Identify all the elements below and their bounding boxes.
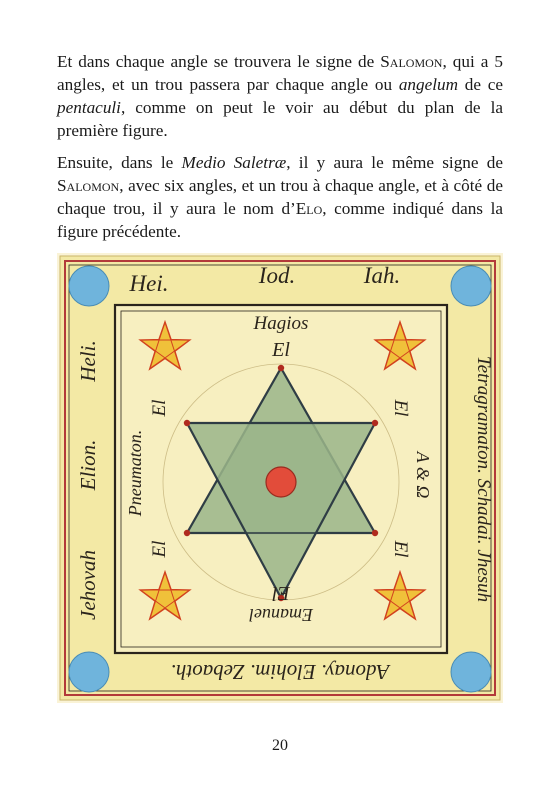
border-left-word: Jehovah (76, 550, 100, 620)
el-label: El (149, 540, 170, 558)
border-left-word: Heli. (76, 340, 100, 382)
el-label: El (390, 399, 411, 417)
paragraph-2 (57, 151, 503, 243)
paragraph-1 (57, 50, 503, 142)
border-right-text: Tetragramaton. Schadai. Jhesuh (473, 355, 494, 603)
text-run: Ensuite, dans le (57, 153, 182, 172)
latin-term: angelum (398, 75, 459, 94)
text-run: , qui a 5 angles, et un trou passera par chaque angle ou (57, 52, 503, 94)
border-left-word: Elion. (76, 439, 100, 491)
border-top-word: Iod. (258, 263, 296, 288)
name-salomon: Salomon (57, 176, 120, 195)
vertex-hole-icon (372, 420, 378, 426)
text-run: , comme on peut le voir au début du plan de la première figure. (57, 98, 503, 140)
text-run: Et dans chaque angle se trouvera le signe de (57, 52, 381, 71)
name-salomon: Salomon (380, 52, 443, 71)
vertex-hole-icon (372, 530, 378, 536)
inner-right-word: A & Ω (413, 451, 433, 499)
vertex-hole-icon (184, 420, 190, 426)
text-run: , comme indiqué dans la figure précédente. (57, 199, 503, 241)
text-run: , avec six angles, et un trou à chaque angle, et à côté de chaque trou, il y aura le nom d’ (57, 176, 503, 218)
border-top-word: Iah. (363, 263, 401, 288)
el-label: El (149, 399, 170, 417)
inner-top-word: Hagios (253, 313, 309, 334)
vertex-hole-icon (184, 530, 190, 536)
corner-circle-icon (69, 266, 109, 306)
inner-left-word: Pneumaton. (125, 429, 145, 517)
body-text (57, 50, 503, 252)
latin-term: pentaculi (57, 98, 121, 117)
vertex-hole-icon (278, 365, 284, 371)
latin-term: Medio Saletræ (181, 153, 287, 172)
el-label: El (390, 540, 411, 558)
pentacle-illustration (57, 253, 503, 703)
text-run: de ce (458, 75, 503, 94)
page-number: 20 (272, 737, 288, 754)
el-label: El (272, 582, 290, 604)
inner-bottom-word: Emanuel (249, 605, 313, 625)
corner-circle-icon (451, 266, 491, 306)
text-run: , il y aura le même signe de (286, 153, 503, 172)
corner-circle-icon (69, 652, 109, 692)
border-bottom-text: Adonay. Elohim. Zebaoth. (170, 660, 390, 684)
corner-circle-icon (451, 652, 491, 692)
border-top-word: Hei. (129, 271, 169, 296)
center-hole-icon (266, 467, 296, 497)
pentacle-figure (57, 253, 503, 703)
name-elo: Elo (295, 199, 323, 218)
el-label: El (272, 339, 290, 361)
